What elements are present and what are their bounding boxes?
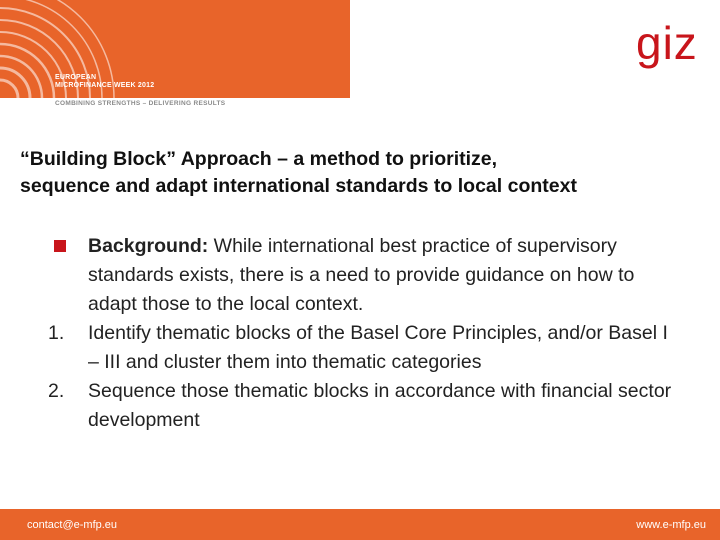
slide-title-line2: sequence and adapt international standards to local context xyxy=(20,175,577,197)
event-tagline: COMBINING STRENGTHS – DELIVERING RESULTS xyxy=(55,100,226,107)
slide-title-line1: “Building Block” Approach – a method to prioritize, xyxy=(20,148,498,170)
list-item-text: Identify thematic blocks of the Basel Core Principles, and/or Basel I – III and cluster them into thematic categories xyxy=(88,322,668,373)
giz-logo: giz xyxy=(636,17,698,69)
footer-bar xyxy=(0,509,720,540)
background-label: Background: xyxy=(88,235,209,257)
event-title-line1: EUROPEAN xyxy=(55,74,97,81)
list-number: 1. xyxy=(48,322,65,344)
square-bullet-icon xyxy=(54,240,66,252)
event-title-line2: MICROFINANCE WEEK 2012 xyxy=(55,82,155,89)
header-banner xyxy=(0,0,350,98)
slide-content xyxy=(20,232,680,435)
background-text: While international best practice of supervisory standards exists, there is a need to provide guidance on how to adapt those to the local context. xyxy=(88,235,635,315)
slide-title xyxy=(20,146,710,200)
contact-email[interactable]: contact@e-mfp.eu xyxy=(27,519,118,531)
list-item-text: Sequence those thematic blocks in accordance with financial sector development xyxy=(88,380,672,431)
list-item xyxy=(20,377,680,435)
list-number: 2. xyxy=(48,380,65,402)
background-bullet xyxy=(20,232,680,319)
event-title xyxy=(55,74,255,90)
website-link[interactable]: www.e-mfp.eu xyxy=(636,519,706,531)
list-item xyxy=(20,319,680,377)
